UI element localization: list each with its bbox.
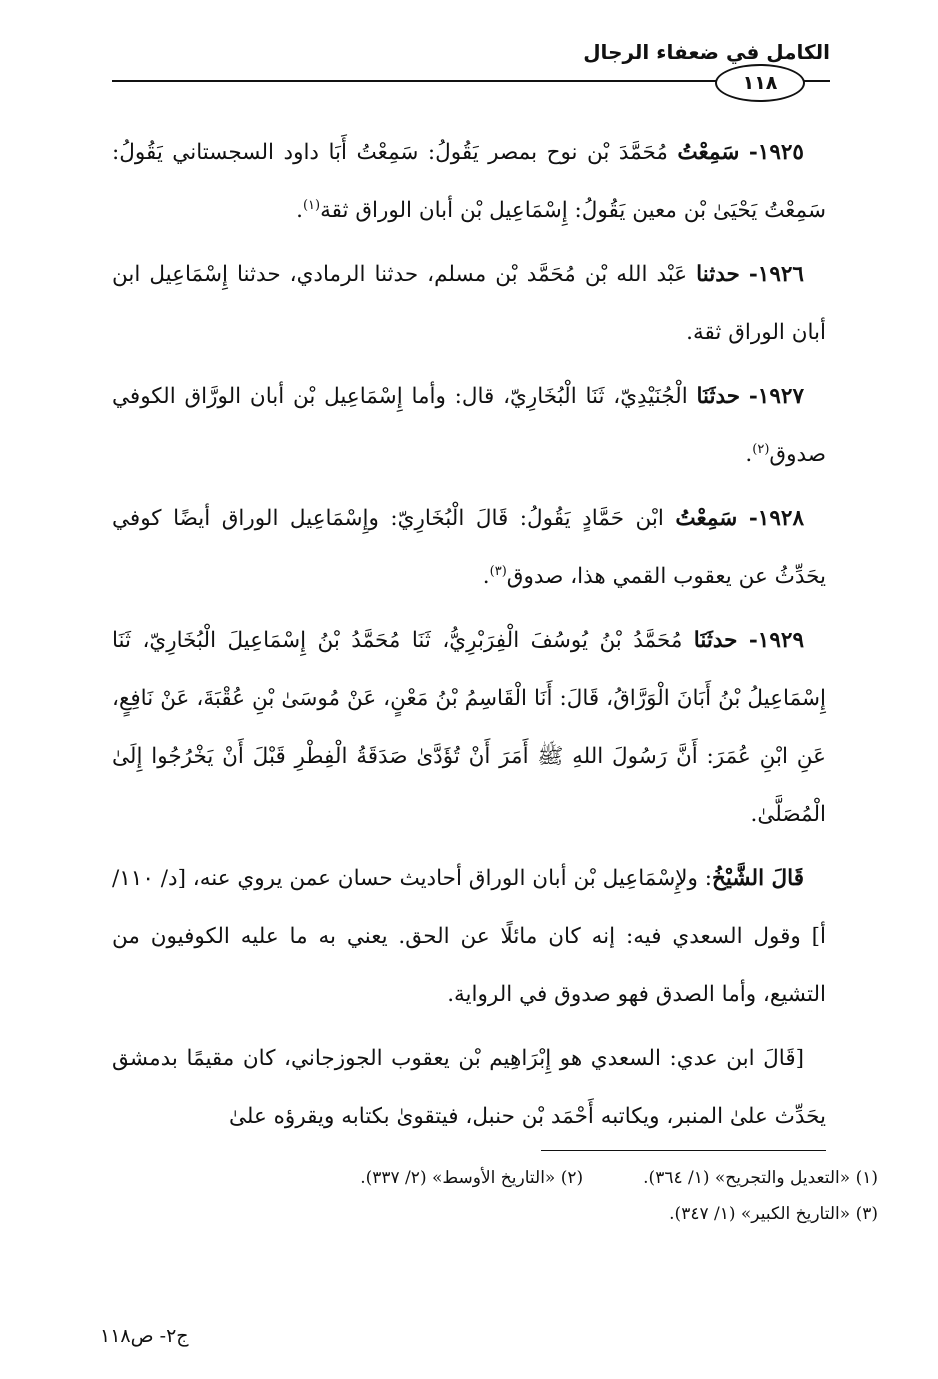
folio: ج٢- ص١١٨ [100,1325,189,1347]
sheikh-text: : ولإِسْمَاعِيل بْن أبان الوراق أحاديث حسان عمن يروي عنه، [د/ ١١٠/أ] وقول السعدي فيه: إنه كان مائلًا عن الحق. يعني به ما عليه الكوفيون من التشيع، وأما الصدق فهو صدوق في الرواية. [112,866,826,1007]
hadith-entry [112,124,826,240]
entry-number: ١٩٢٨- [748,506,804,531]
entry-end: . [296,198,303,223]
main-text [112,124,826,1152]
entry-text: الْجُنَيْدِيّ، ثَنَا الْبُخَارِيّ، قال: وأما إِسْمَاعِيل بْن أبان الورَّاق الكوفي صدوق [112,384,826,467]
entry-keyword: حدثَنَا [693,628,738,653]
entry-keyword: حدثَنَا [696,384,741,409]
page-number: ١١٨ [742,72,778,94]
entry-end: . [482,564,490,589]
entry-text: ابْن حَمَّادٍ يَقُولُ: قَالَ الْبُخَارِيّ: وإِسْمَاعِيل الوراق أيضًا كوفي يحَدِّثُ عن يعقوب القمي هذا، صدوق [112,506,826,589]
hadith-entry [112,612,826,844]
entry-keyword: سَمِعْتُ [675,506,738,531]
footnote-row [112,1160,878,1196]
entry-text: مُحَمَّدَ بْن نوح بمصر يَقُولُ: سَمِعْتُ أَبَا داود السجستاني يَقُولُ: سَمِعْتُ يَحْيَىٰ بْن معين يَقُولُ: إِسْمَاعِيل بْن أبان الوراق ثقة [112,140,826,223]
sheikh-comment [112,850,826,1024]
entry-keyword: سَمِعْتُ [677,140,740,165]
footnote-3: (٣) «التاريخ الكبير» (١/ ٣٤٧). [669,1204,878,1224]
footnote-2: (٢) «التاريخ الأوسط» (٢/ ٣٣٧). [360,1168,584,1188]
entry-keyword: حدثنا [696,262,740,287]
entry-end: . [745,442,753,467]
page-number-badge [715,64,805,102]
running-head-title: الكامل في ضعفاء الرجال [583,40,830,64]
sheikh-keyword: قَالَ الشَّيْخُ [711,866,804,891]
footnote-rule [541,1150,826,1151]
footnote-ref: (١) [302,197,321,213]
entry-number: ١٩٢٦- [748,262,804,287]
entry-text: عَبْد الله بْن مُحَمَّد بْن مسلم، حدثنا الرمادي، حدثنا إِسْمَاعِيل ابن أبان الوراق ثقة. [112,262,826,345]
hadith-entry [112,246,826,362]
footnotes [112,1160,878,1232]
entry-text: مُحَمَّدُ بْنُ يُوسُفَ الْفِرَبْرِيُّ، ثَنَا مُحَمَّدُ بْنُ إِسْمَاعِيلَ الْبُخَارِيّ، ثَنَا إِسْمَاعِيلُ بْنُ أَبَانَ الْوَرَّاقُ، قَالَ: أَنَا الْقَاسِمُ بْنُ مَعْنٍ، عَنْ مُوسَىٰ بْنِ عُقْبَةَ، عَنْ نَافِعٍ، عَنِ ابْنِ عُمَرَ: أَنَّ رَسُولَ اللهِ ﷺ أَمَرَ أَنْ تُؤَدَّىٰ صَدَقَةُ الْفِطْرِ قَبْلَ أَنْ يَخْرُجُوا إِلَىٰ الْمُصَلَّىٰ. [112,628,826,827]
entry-number: ١٩٢٧- [748,384,804,409]
footnote-ref: (٢) [752,441,770,457]
hadith-entry [112,368,826,484]
entry-number: ١٩٢٩- [748,628,804,653]
footnote-ref: (٣) [489,563,507,579]
entry-number: ١٩٢٥- [748,140,804,165]
ibn-adi-comment: [قَالَ ابن عدي: السعدي هو إِبْرَاهِيم بْن يعقوب الجوزجاني، كان مقيمًا بدمشق يحَدِّث علىٰ المنبر، ويكاتبه أَحْمَد بْن حنبل، فيتقوىٰ بكتابه ويقرؤه علىٰ [112,1046,826,1129]
footnote-1: (١) «التعديل والتجريح» (١/ ٣٦٤). [643,1168,878,1188]
hadith-entry [112,490,826,606]
